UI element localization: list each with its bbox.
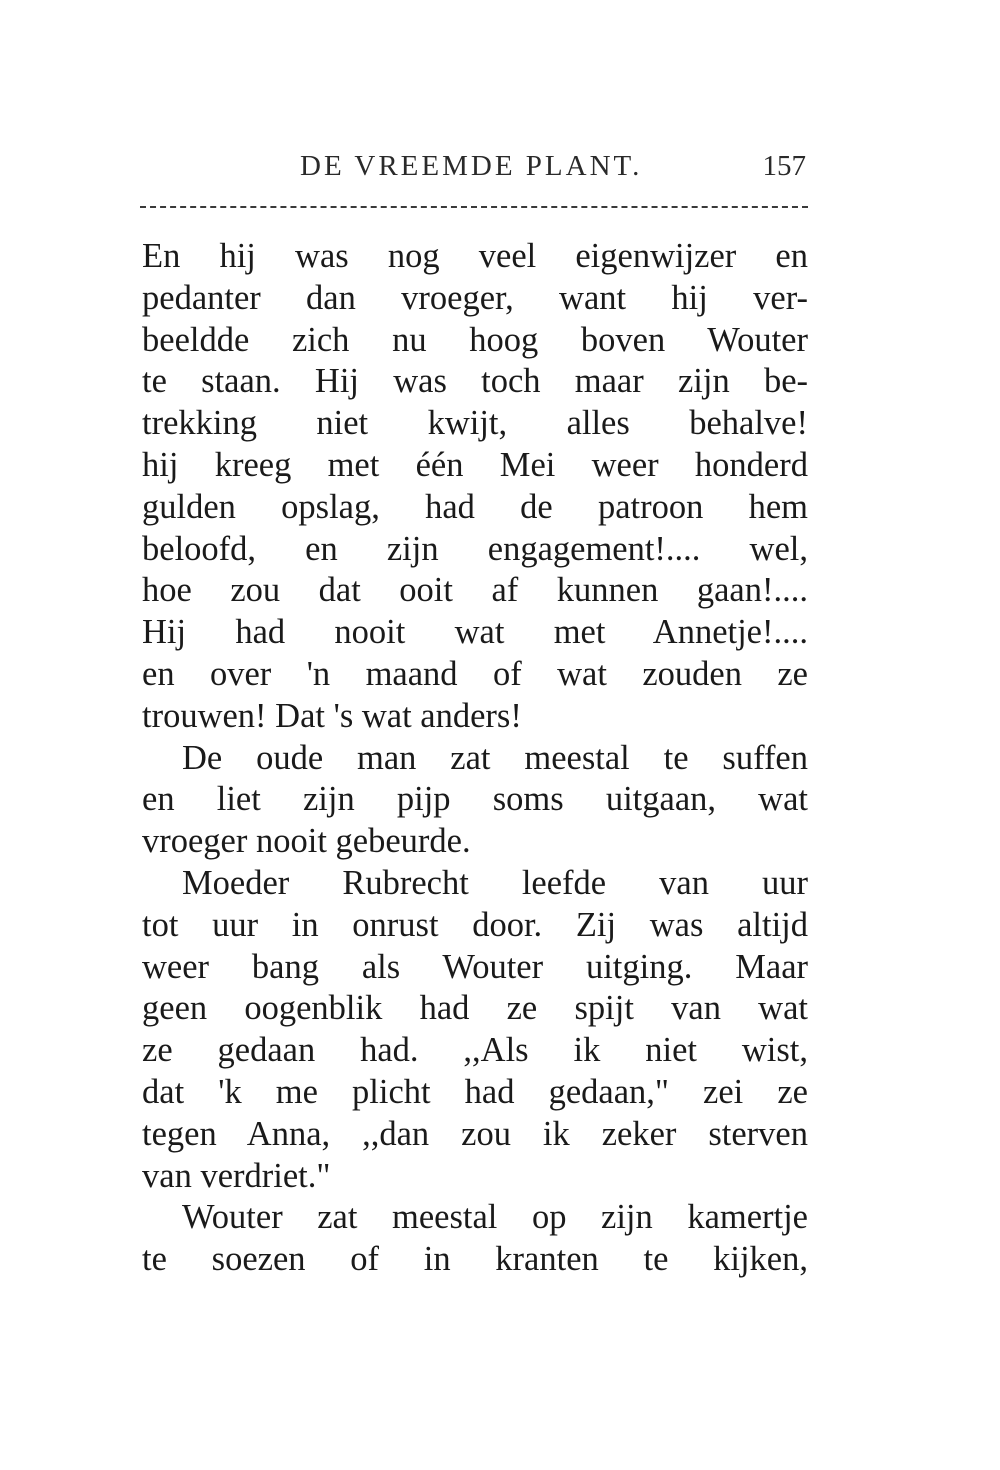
text-line: dat 'k me plicht had gedaan," zei ze (142, 1072, 808, 1111)
text-line: ze gedaan had. ,,Als ik niet wist, (142, 1031, 808, 1070)
text-line: te staan. Hij was toch maar zijn be- (142, 362, 808, 401)
text-line: tegen Anna, ,,dan zou ik zeker sterven (142, 1114, 808, 1153)
running-title: DE VREEMDE PLANT. (300, 150, 643, 182)
text-line: van verdriet." (142, 1156, 331, 1195)
header-rule (140, 206, 808, 208)
text-line: weer bang als Wouter uitging. Maar (142, 947, 808, 986)
text-line: Wouter zat meestal op zijn kamertje (182, 1198, 808, 1237)
text-line: vroeger nooit gebeurde. (142, 822, 471, 861)
text-line: pedanter dan vroeger, want hij ver- (142, 278, 808, 317)
text-line: trouwen! Dat 's wat anders! (142, 696, 522, 735)
text-line: De oude man zat meestal te suffen (182, 738, 808, 777)
text-line: en over 'n maand of wat zouden ze (142, 654, 808, 693)
text-line: trekking niet kwijt, alles behalve! (142, 404, 808, 443)
text-line: beeldde zich nu hoog boven Wouter (142, 320, 808, 359)
text-line: gulden opslag, had de patroon hem (142, 487, 808, 526)
text-line: te soezen of in kranten te kijken, (142, 1240, 808, 1279)
text-line: tot uur in onrust door. Zij was altijd (142, 905, 808, 944)
running-head (140, 150, 808, 190)
text-line: beloofd, en zijn engagement!.... wel, (142, 529, 808, 568)
text-line: Hij had nooit wat met Annetje!.... (142, 613, 808, 652)
text-line: geen oogenblik had ze spijt van wat (142, 989, 808, 1028)
text-line: hij kreeg met één Mei weer honderd (142, 445, 808, 484)
text-line: En hij was nog veel eigenwijzer en (142, 237, 808, 275)
text-line: Moeder Rubrecht leefde van uur (182, 863, 808, 902)
page-number: 157 (762, 150, 806, 182)
text-line: en liet zijn pijp soms uitgaan, wat (142, 780, 808, 819)
body-text (142, 236, 808, 1281)
text-line: hoe zou dat ooit af kunnen gaan!.... (142, 571, 808, 610)
